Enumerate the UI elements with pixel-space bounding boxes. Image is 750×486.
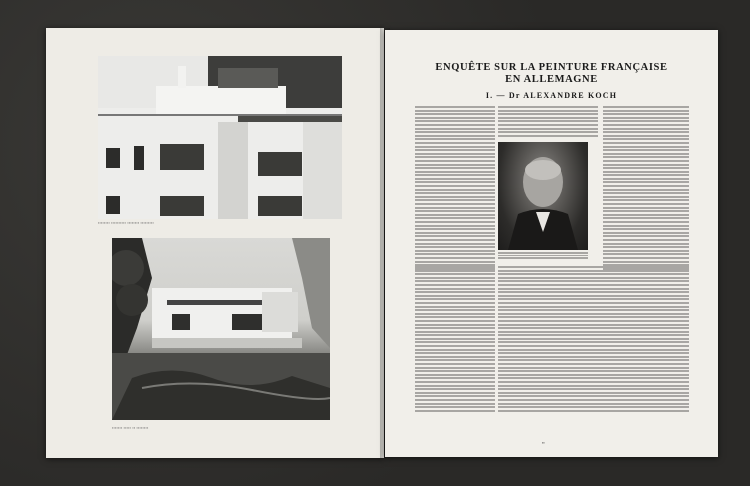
left-page xyxy=(46,28,384,458)
photo-caption-top: ▪▪▪▪▪▪▪▪ ▪▪▪▪▪▪▪▪▪▪ ▪▪▪▪▪▪▪▪ ▪▪▪▪▪▪▪▪▪ xyxy=(98,221,155,225)
article-title-line-1: ENQUÊTE SUR LA PEINTURE FRANÇAISE xyxy=(435,62,668,73)
photo-caption-bottom: ▪▪▪▪▪▪▪ ▪▪▪▪▪ ▪▪ ▪▪▪▪▪▪▪▪ xyxy=(112,426,149,430)
article-section-heading: I. — Dr ALEXANDRE KOCH xyxy=(485,91,618,100)
text-block-bottom-right xyxy=(498,266,689,413)
villa-photo-bottom xyxy=(112,238,330,420)
villa-photo-top xyxy=(98,56,342,219)
text-block-centre-top xyxy=(498,106,598,138)
article-title-line-2: EN ALLEMAGNE xyxy=(505,74,598,85)
text-column-1 xyxy=(415,106,495,271)
building-illustration xyxy=(112,238,330,420)
right-page xyxy=(385,30,718,457)
text-column-1-bottom xyxy=(415,266,495,413)
building-illustration xyxy=(98,56,342,219)
portrait-caption xyxy=(498,252,588,260)
portrait-illustration xyxy=(498,142,588,250)
portrait-photo xyxy=(498,142,588,250)
text-column-2 xyxy=(603,106,689,271)
page-number: ▪▪ xyxy=(542,440,545,445)
